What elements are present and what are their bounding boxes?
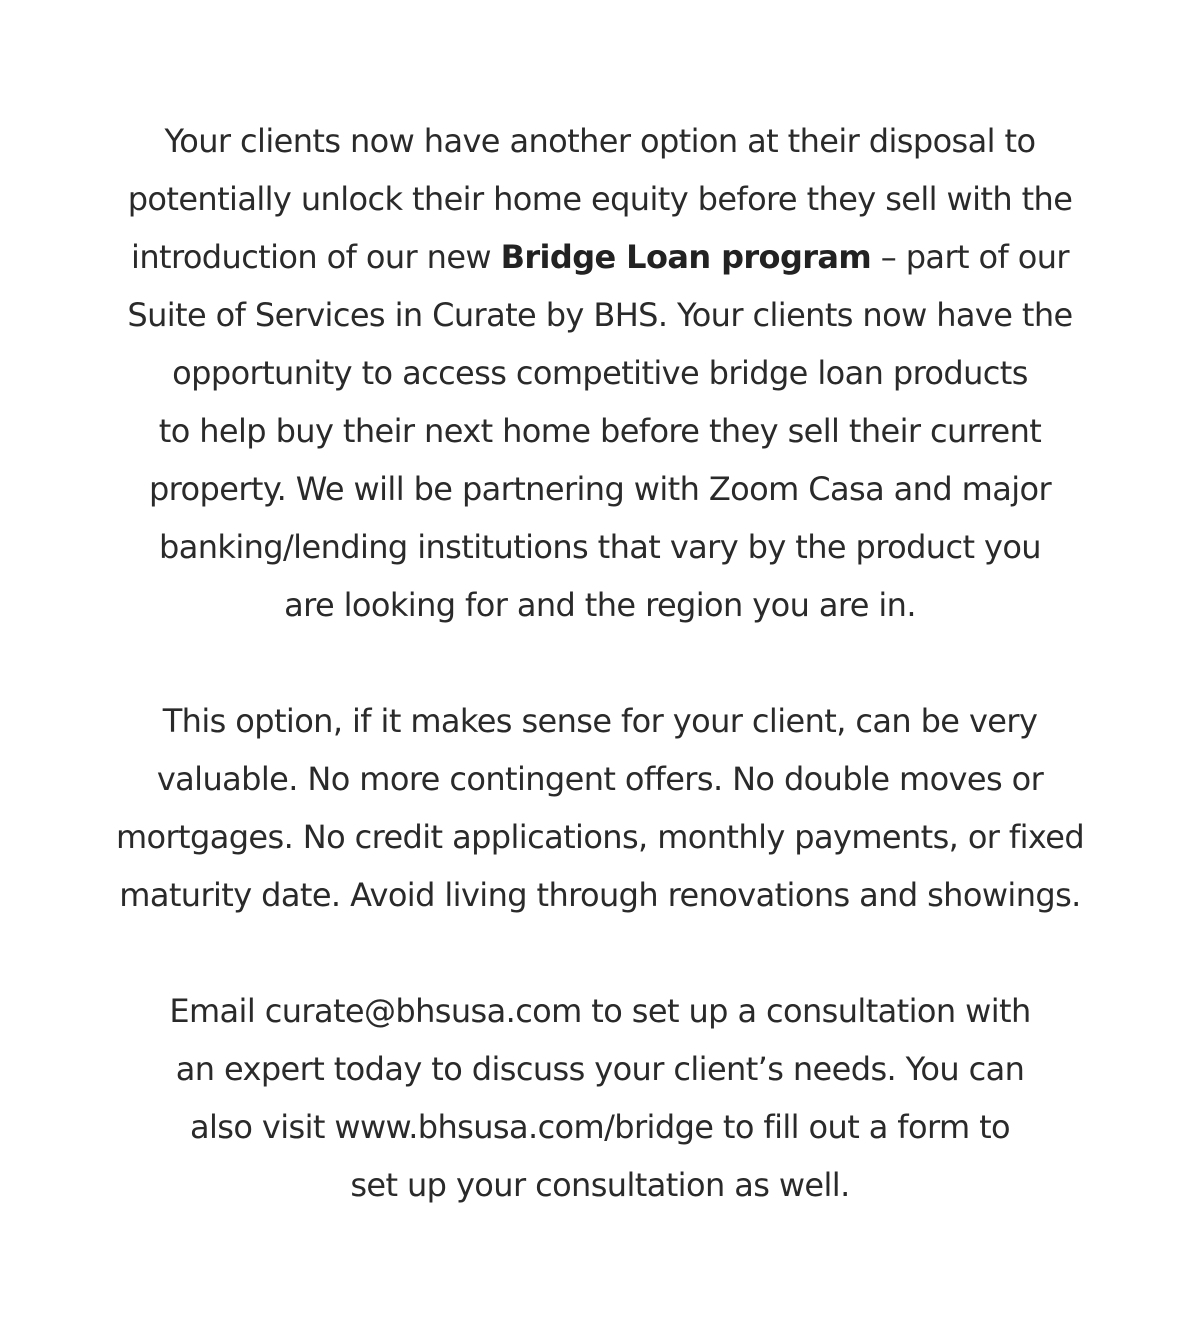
text-line: Email curate@bhsusa.com to set up a consultation with [169, 992, 1031, 1030]
text-line: to help buy their next home before they sell their current [158, 412, 1042, 450]
intro-paragraph [0, 112, 1200, 634]
text-line: valuable. No more contingent offers. No double moves or [156, 760, 1044, 798]
contact-paragraph [0, 982, 1200, 1214]
text-line: set up your consultation as well. [350, 1166, 850, 1204]
text-line: property. We will be partnering with Zoom Casa and major [148, 470, 1052, 508]
text-line: This option, if it makes sense for your client, can be very [162, 702, 1038, 740]
text-line: mortgages. No credit applications, monthly payments, or fixed [115, 818, 1085, 856]
text-line: potentially unlock their home equity before they sell with the [127, 180, 1073, 218]
text-line: maturity date. Avoid living through renovations and showings. [119, 876, 1081, 914]
benefits-paragraph [0, 692, 1200, 924]
text-line: an expert today to discuss your client’s needs. You can [175, 1050, 1025, 1088]
text-line: Suite of Services in Curate by BHS. Your clients now have the [127, 296, 1073, 334]
text-line: banking/lending institutions that vary by the product you [158, 528, 1041, 566]
body-copy [0, 112, 1200, 1214]
text-line: Your clients now have another option at their disposal to [164, 122, 1036, 160]
text-line [0, 228, 1200, 286]
text-segment: – part of our [871, 238, 1069, 276]
text-segment: introduction of our new [131, 238, 501, 276]
text-line: also visit www.bhsusa.com/bridge to fill out a form to [189, 1108, 1011, 1146]
bridge-loan-program-highlight: Bridge Loan program [500, 238, 872, 276]
text-line: opportunity to access competitive bridge loan products [172, 354, 1028, 392]
text-line: are looking for and the region you are in. [284, 586, 916, 624]
